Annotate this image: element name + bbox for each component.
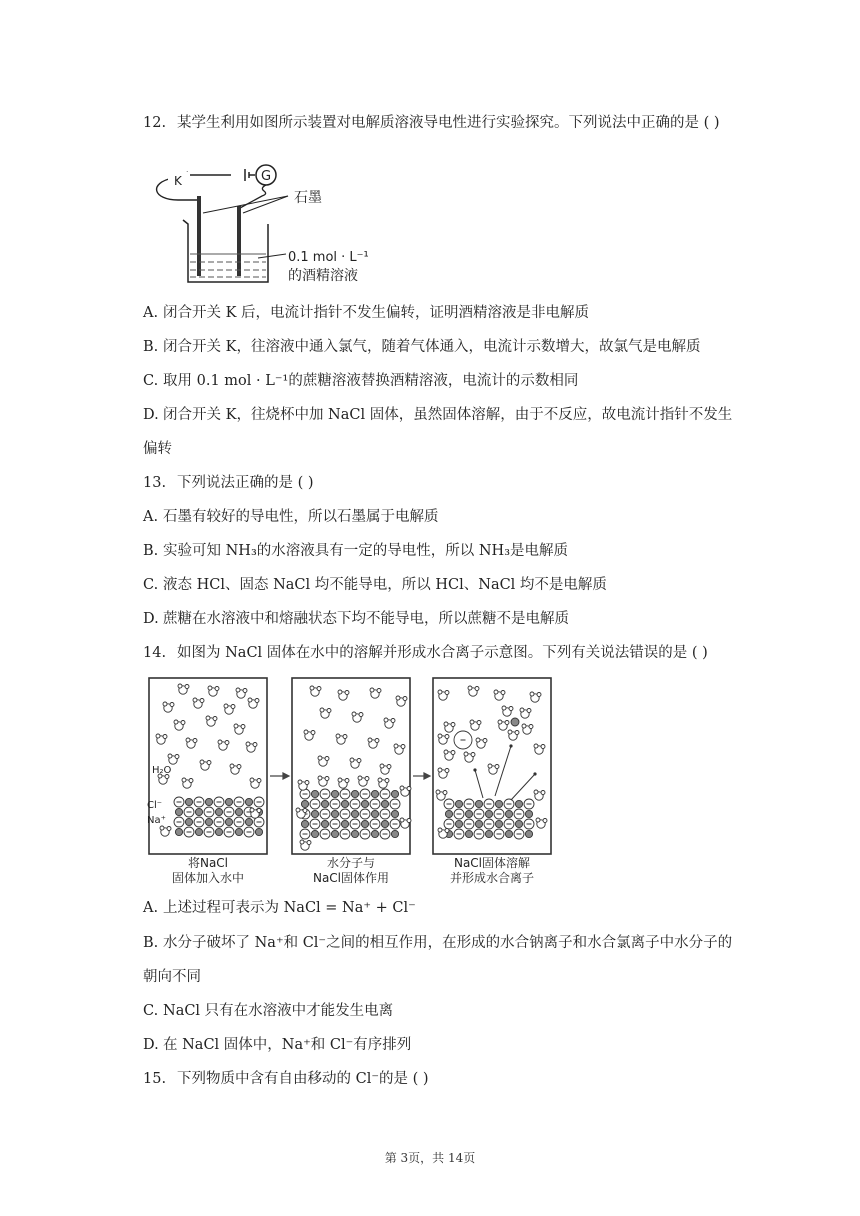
sodium-ion [455, 820, 462, 827]
q14-option-a: A. 上述过程可表示为 NaCl = Na⁺ + Cl⁻ [143, 900, 416, 916]
sodium-ion [311, 830, 318, 837]
water-hydrogen [407, 819, 411, 823]
water-hydrogen [444, 722, 448, 726]
water-hydrogen [445, 735, 449, 739]
sodium-ion [235, 808, 242, 815]
water-hydrogen [213, 717, 217, 721]
sodium-ion [371, 810, 378, 817]
question-number: 14. [143, 645, 167, 661]
panel-3-caption-2: 并形成水合离子 [449, 871, 535, 885]
water-hydrogen [438, 734, 442, 738]
q15-stem-line [143, 1069, 429, 1089]
switch-label: K [174, 174, 182, 188]
solution-label-2: 的酒精溶液 [288, 268, 358, 284]
sodium-ion [465, 830, 472, 837]
circuit-wire [223, 169, 255, 181]
sodium-ion [445, 810, 452, 817]
water-hydrogen [475, 687, 479, 691]
water-hydrogen [470, 720, 474, 724]
sodium-ion [505, 830, 512, 837]
sodium-ion [371, 790, 378, 797]
water-hydrogen [378, 778, 382, 782]
water-hydrogen [483, 739, 487, 743]
water-hydrogen [451, 723, 455, 727]
water-hydrogen [310, 686, 314, 690]
sodium-ion [371, 830, 378, 837]
water-hydrogen [377, 689, 381, 693]
q12-option-d: D. 闭合开关 K，往烧杯中加 NaCl 固体，虽然固体溶解，由于不反应，故电流计指针不发生 [143, 407, 733, 423]
water-hydrogen [250, 778, 254, 782]
sodium-ion [485, 830, 492, 837]
water-hydrogen [255, 699, 259, 703]
sodium-ion [525, 830, 532, 837]
water-hydrogen [522, 724, 526, 728]
water-hydrogen [534, 790, 538, 794]
q13-stem-line [143, 473, 314, 493]
q14-stem-line [143, 643, 708, 663]
water-hydrogen [498, 720, 502, 724]
water-hydrogen [537, 693, 541, 697]
electrode-label: 石墨 [294, 190, 322, 206]
solution-waves [190, 254, 266, 277]
water-hydrogen [345, 779, 349, 783]
galvanometer-label: G [261, 169, 272, 184]
water-hydrogen [400, 786, 404, 790]
water-hydrogen [305, 781, 309, 785]
arrow-head [473, 768, 476, 771]
water-hydrogen [468, 686, 472, 690]
water-hydrogen [543, 819, 547, 823]
question-stem: 下列说法正确的是 ( ) [177, 475, 314, 491]
nacl-dissolution-figure [143, 674, 563, 890]
water-hydrogen [407, 787, 411, 791]
sodium-ion [205, 818, 212, 825]
water-hydrogen [396, 696, 400, 700]
sodium-ion [495, 820, 502, 827]
sodium-ion [515, 800, 522, 807]
sodium-ion [195, 808, 202, 815]
water-hydrogen [248, 698, 252, 702]
q14-option-b: B. 水分子破坏了 Na⁺和 Cl⁻之间的相互作用，在形成的水合钠离子和水合氯离子中水分子的 [143, 935, 733, 951]
electrode-right [237, 206, 241, 276]
sodium-ion [311, 790, 318, 797]
sodium-ion [311, 810, 318, 817]
sodium-ion [391, 790, 398, 797]
water-hydrogen [359, 713, 363, 717]
q12-option-a: A. 闭合开关 K 后，电流计指针不发生偏转，证明酒精溶液是非电解质 [143, 305, 590, 321]
sodium-ion [341, 800, 348, 807]
water-hydrogen [541, 745, 545, 749]
water-hydrogen [304, 730, 308, 734]
water-hydrogen [445, 691, 449, 695]
process-arrow-2 [413, 773, 430, 779]
sodium-ion [331, 790, 338, 797]
sodium-ion [475, 820, 482, 827]
water-hydrogen [168, 754, 172, 758]
water-hydrogen [385, 779, 389, 783]
water-hydrogen [400, 818, 404, 822]
water-hydrogen [224, 704, 228, 708]
sodium-ion [301, 800, 308, 807]
water-hydrogen [438, 768, 442, 772]
sodium-ion [235, 828, 242, 835]
water-hydrogen [163, 702, 167, 706]
water-hydrogen [438, 828, 442, 832]
solution-label-1: 0.1 mol · L⁻¹ [288, 250, 369, 265]
water-hydrogen [178, 684, 182, 688]
sodium-ion [475, 800, 482, 807]
water-hydrogen [387, 765, 391, 769]
water-hydrogen [215, 687, 219, 691]
panel-1-caption-2: 固体加入水中 [171, 871, 245, 885]
sodium-ion [321, 820, 328, 827]
sodium-ion [351, 830, 358, 837]
question-stem: 某学生利用如图所示装置对电解质溶液导电性进行实验探究。下列说法中正确的是 ( ) [177, 115, 720, 131]
question-number: 15. [143, 1071, 167, 1087]
water-hydrogen [495, 765, 499, 769]
hydrated-sodium-ion [511, 718, 519, 726]
q14-option-c: C. NaCl 只有在水溶液中才能发生电离 [143, 1003, 394, 1019]
water-hydrogen [246, 742, 250, 746]
water-hydrogen [515, 731, 519, 735]
water-hydrogen [445, 829, 449, 833]
sodium-ion [361, 820, 368, 827]
question-number: 13. [143, 475, 167, 491]
sodium-ion [205, 798, 212, 805]
label-cl: Cl⁻ [147, 800, 163, 811]
panel-2-caption-1: 水分子与 [326, 856, 376, 870]
water-hydrogen [336, 734, 340, 738]
sodium-ion [505, 810, 512, 817]
water-hydrogen [368, 738, 372, 742]
water-hydrogen [320, 708, 324, 712]
q12-option-c: C. 取用 0.1 mol · L⁻¹的蔗糖溶液替换酒精溶液，电流计的示数相同 [143, 373, 579, 389]
q12-stem-line [143, 113, 720, 133]
water-hydrogen [508, 730, 512, 734]
dissolution-arrow [511, 774, 535, 800]
water-hydrogen [505, 721, 509, 725]
water-hydrogen [193, 739, 197, 743]
water-hydrogen [494, 690, 498, 694]
water-hydrogen [350, 758, 354, 762]
water-hydrogen [257, 809, 261, 813]
water-hydrogen [509, 707, 513, 711]
water-hydrogen [436, 790, 440, 794]
water-hydrogen [380, 764, 384, 768]
sodium-ion [185, 798, 192, 805]
water-hydrogen [311, 731, 315, 735]
water-hydrogen [443, 791, 447, 795]
water-hydrogen [352, 712, 356, 716]
label-na: Na⁺ [147, 815, 166, 826]
sodium-ion [351, 810, 358, 817]
water-hydrogen [451, 751, 455, 755]
question-stem: 如图为 NaCl 固体在水中的溶解并形成水合离子示意图。下列有关说法错误的是 ( ) [177, 645, 708, 661]
sodium-ion [301, 820, 308, 827]
sodium-ion [455, 800, 462, 807]
electrode-left [197, 196, 201, 276]
water-hydrogen [325, 757, 329, 761]
sodium-ion [225, 818, 232, 825]
sodium-ion [321, 800, 328, 807]
water-hydrogen [534, 744, 538, 748]
electrode-pointer-2 [203, 196, 288, 213]
water-hydrogen [303, 809, 307, 813]
molecules-layer [156, 684, 547, 850]
question-number: 12. [143, 115, 167, 131]
question-stem: 下列物质中含有自由移动的 Cl⁻的是 ( ) [177, 1071, 429, 1087]
sodium-ion [215, 828, 222, 835]
sodium-ion [341, 820, 348, 827]
label-h2o: H₂O [152, 765, 172, 776]
water-hydrogen [375, 739, 379, 743]
sodium-ion [495, 800, 502, 807]
q13-option-c: C. 液态 HCl、固态 NaCl 均不能导电，所以 HCl、NaCl 均不是电解质 [143, 577, 607, 593]
water-hydrogen [530, 692, 534, 696]
water-hydrogen [167, 827, 171, 831]
water-hydrogen [225, 741, 229, 745]
water-hydrogen [358, 776, 362, 780]
water-hydrogen [477, 721, 481, 725]
sodium-ion [351, 790, 358, 797]
water-hydrogen [298, 780, 302, 784]
sodium-ion [331, 830, 338, 837]
sodium-ion [195, 828, 202, 835]
water-hydrogen [536, 818, 540, 822]
water-hydrogen [237, 765, 241, 769]
sodium-ion [245, 818, 252, 825]
water-hydrogen [345, 691, 349, 695]
water-hydrogen [318, 756, 322, 760]
sodium-ion [465, 810, 472, 817]
water-hydrogen [189, 779, 193, 783]
sodium-ion [391, 810, 398, 817]
arrow-head [533, 772, 536, 775]
sodium-ion [331, 810, 338, 817]
arrow-head [509, 744, 512, 747]
panel-2-caption-2: NaCl固体作用 [312, 871, 390, 885]
water-hydrogen [502, 706, 506, 710]
water-hydrogen [207, 761, 211, 765]
sodium-ion [525, 810, 532, 817]
water-hydrogen [241, 725, 245, 729]
water-hydrogen [343, 735, 347, 739]
sodium-ion [185, 818, 192, 825]
water-hydrogen [206, 716, 210, 720]
water-hydrogen [394, 744, 398, 748]
sodium-ion [175, 828, 182, 835]
water-hydrogen [296, 808, 300, 812]
water-hydrogen [438, 690, 442, 694]
water-hydrogen [175, 755, 179, 759]
water-hydrogen [186, 738, 190, 742]
dissolution-arrow [475, 770, 483, 798]
sodium-ion [175, 808, 182, 815]
water-hydrogen [317, 687, 321, 691]
water-hydrogen [444, 750, 448, 754]
water-hydrogen [357, 759, 361, 763]
water-hydrogen [193, 698, 197, 702]
water-hydrogen [401, 745, 405, 749]
water-hydrogen [476, 738, 480, 742]
sodium-ion [381, 800, 388, 807]
water-hydrogen [257, 779, 261, 783]
water-hydrogen [243, 689, 247, 693]
water-hydrogen [325, 777, 329, 781]
water-hydrogen [253, 743, 257, 747]
water-hydrogen [181, 721, 185, 725]
solution-pointer [258, 254, 286, 258]
q12-option-d-continuation: 偏转 [143, 441, 172, 457]
water-hydrogen [236, 688, 240, 692]
process-arrow-1 [270, 773, 289, 779]
q13-option-a: A. 石墨有较好的导电性，所以石墨属于电解质 [143, 509, 439, 525]
water-hydrogen [174, 720, 178, 724]
q12-option-b: B. 闭合开关 K，往溶液中通入氯气，随着气体通入，电流计示数增大，故氯气是电解质 [143, 339, 701, 355]
sodium-ion [515, 820, 522, 827]
water-hydrogen [234, 724, 238, 728]
conductivity-apparatus-figure [148, 158, 398, 288]
beaker [183, 220, 268, 282]
water-hydrogen [403, 697, 407, 701]
water-hydrogen [327, 709, 331, 713]
water-hydrogen [520, 708, 524, 712]
water-hydrogen [527, 709, 531, 713]
water-hydrogen [218, 740, 222, 744]
water-hydrogen [365, 777, 369, 781]
q14-option-b-continuation: 朝向不同 [143, 969, 201, 985]
sodium-ion [215, 808, 222, 815]
water-hydrogen [300, 840, 304, 844]
water-hydrogen [170, 703, 174, 707]
water-hydrogen [370, 688, 374, 692]
water-hydrogen [384, 718, 388, 722]
sodium-ion [381, 820, 388, 827]
water-hydrogen [471, 753, 475, 757]
water-hydrogen [182, 778, 186, 782]
water-hydrogen [501, 691, 505, 695]
panel-3-caption-1: NaCl固体溶解 [453, 856, 531, 870]
water-hydrogen [156, 734, 160, 738]
q14-option-d: D. 在 NaCl 固体中，Na⁺和 Cl⁻有序排列 [143, 1037, 412, 1053]
sodium-ion [245, 798, 252, 805]
water-hydrogen [307, 841, 311, 845]
q13-option-b: B. 实验可知 NH₃的水溶液具有一定的导电性，所以 NH₃是电解质 [143, 543, 569, 559]
water-hydrogen [185, 685, 189, 689]
water-hydrogen [338, 690, 342, 694]
panel-1-caption-1: 将NaCl [187, 856, 229, 870]
water-hydrogen [250, 808, 254, 812]
water-hydrogen [488, 764, 492, 768]
water-hydrogen [208, 686, 212, 690]
q13-option-d: D. 蔗糖在水溶液中和熔融状态下均不能导电，所以蔗糖不是电解质 [143, 611, 569, 627]
water-hydrogen [338, 778, 342, 782]
water-hydrogen [464, 752, 468, 756]
water-hydrogen [230, 764, 234, 768]
water-hydrogen [391, 719, 395, 723]
sodium-ion [225, 798, 232, 805]
sodium-ion [361, 800, 368, 807]
water-hydrogen [200, 699, 204, 703]
electrode-pointer [243, 196, 288, 213]
water-hydrogen [318, 776, 322, 780]
sodium-ion [485, 810, 492, 817]
water-hydrogen [163, 735, 167, 739]
sodium-ion [255, 828, 262, 835]
water-hydrogen [160, 826, 164, 830]
water-hydrogen [445, 769, 449, 773]
water-hydrogen [231, 705, 235, 709]
page-footer: 第 3页，共 14页 [384, 1151, 476, 1165]
water-hydrogen [529, 725, 533, 729]
water-hydrogen [200, 760, 204, 764]
sodium-ion [391, 830, 398, 837]
water-hydrogen [541, 791, 545, 795]
